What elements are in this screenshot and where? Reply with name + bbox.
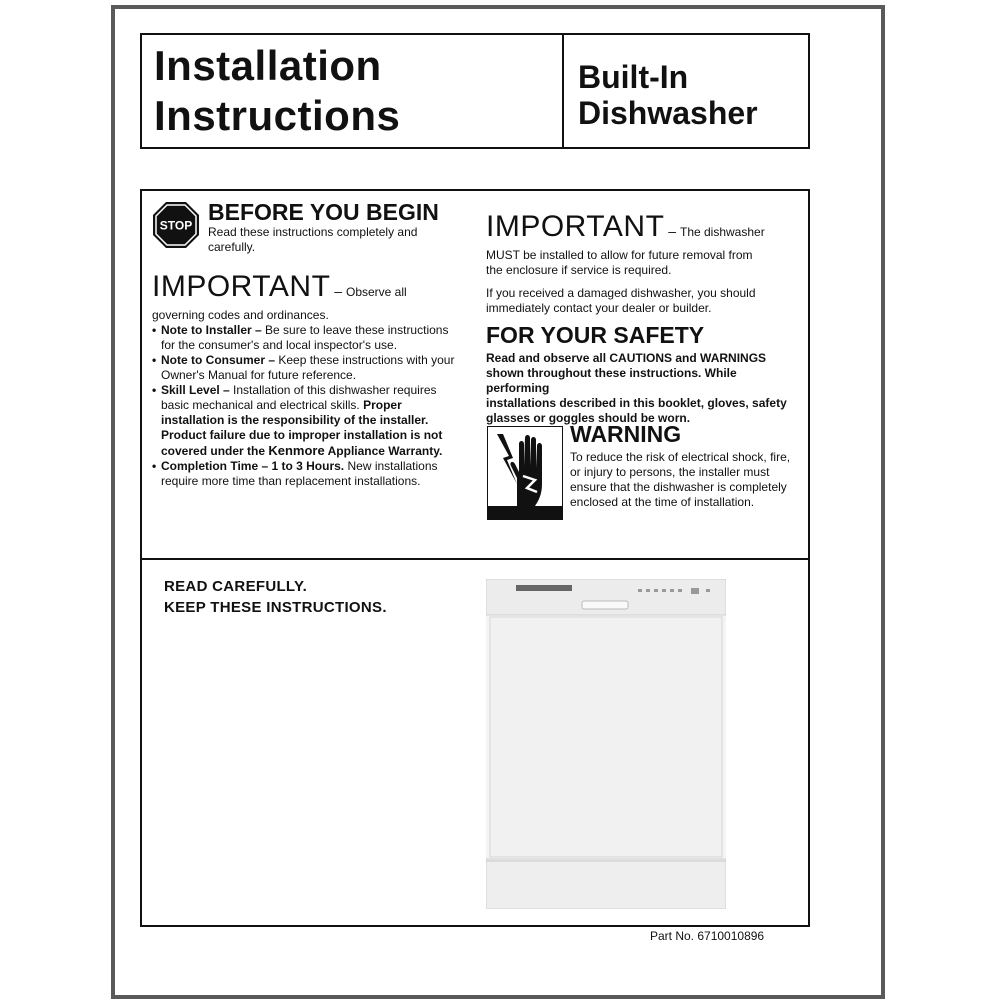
before-you-begin-line2: carefully. xyxy=(208,240,256,254)
read-carefully-line2: KEEP THESE INSTRUCTIONS. xyxy=(164,599,387,616)
before-you-begin-line1: Read these instructions completely and xyxy=(208,225,418,239)
warning-line2: or injury to persons, the installer must xyxy=(570,465,770,479)
warning-line4: enclosed at the time of installation. xyxy=(570,495,755,509)
warning-heading: WARNING xyxy=(570,421,682,447)
important-dash: – xyxy=(330,283,346,299)
product-title-line2: Dishwasher xyxy=(578,95,758,131)
bullet-note-consumer xyxy=(152,353,462,383)
warning-line1: To reduce the risk of electrical shock, fire, xyxy=(570,450,791,464)
important-word: IMPORTANT xyxy=(486,210,665,243)
bullet-text: basic mechanical and electrical skills. xyxy=(161,398,364,412)
product-title xyxy=(578,59,758,131)
bullet-text-bold: Product failure due to improper installation is not xyxy=(161,428,443,442)
header-right-cell xyxy=(564,35,808,147)
before-you-begin-heading: BEFORE YOU BEGIN xyxy=(208,199,439,225)
safety-line1: Read and observe all CAUTIONS and WARNINGS xyxy=(486,351,767,365)
important-tail: Observe all xyxy=(345,285,407,299)
read-carefully-line1: READ CAREFULLY. xyxy=(164,578,308,595)
bullet-text: Keep these instructions with your xyxy=(275,353,455,367)
important-dash: – xyxy=(664,223,680,239)
important-left-line2: governing codes and ordinances. xyxy=(152,308,329,322)
safety-text xyxy=(486,351,801,426)
bullet-text-bold: Appliance Warranty. xyxy=(324,444,443,458)
bullet-completion-time xyxy=(152,459,462,489)
warning-text xyxy=(570,450,804,510)
bullet-text: for the consumer's and local inspector's use. xyxy=(161,338,398,352)
bullet-text: require more time than replacement installations. xyxy=(161,474,421,488)
safety-heading: FOR YOUR SAFETY xyxy=(486,322,705,348)
bullet-text-bold: covered under the xyxy=(161,444,269,458)
stop-sign-icon xyxy=(152,201,200,249)
stop-sign-label: STOP xyxy=(159,218,193,233)
dishwasher-image xyxy=(486,579,726,909)
safety-line3: installations described in this booklet, gloves, safety xyxy=(486,396,787,410)
warning-line3: ensure that the dishwasher is completely xyxy=(570,480,787,494)
safety-line4: glasses or goggles should be worn. xyxy=(486,411,691,425)
bullet-text: Owner's Manual for future reference. xyxy=(161,368,357,382)
document-title-line2: Instructions xyxy=(154,92,401,139)
read-carefully-notice xyxy=(164,576,387,618)
important-left-section xyxy=(152,271,462,489)
important-tail: The dishwasher xyxy=(679,225,765,239)
brand-name: Kenmore xyxy=(268,443,325,458)
bullet-text-bold: Proper xyxy=(363,398,402,412)
important-bullet-list xyxy=(152,323,462,489)
safety-line2: shown throughout these instructions. While performing xyxy=(486,366,737,395)
important-left-heading xyxy=(152,271,462,308)
part-number: Part No. 6710010896 xyxy=(650,929,765,943)
bullet-text: Be sure to leave these instructions xyxy=(261,323,449,337)
bullet-skill-level xyxy=(152,383,462,459)
main-content-box xyxy=(140,189,810,927)
bullet-label: Note to Installer – xyxy=(161,323,262,337)
header-box xyxy=(140,33,810,149)
document-title xyxy=(154,41,400,141)
header-left-cell xyxy=(142,35,564,147)
important-right-line3: the enclosure if service is required. xyxy=(486,263,672,277)
electrical-shock-icon xyxy=(487,426,563,520)
bullet-text: Installation of this dishwasher requires xyxy=(229,383,437,397)
section-divider xyxy=(142,558,808,560)
bullet-text-bold: installation is the responsibility of the installer. xyxy=(161,413,429,427)
bullet-note-installer xyxy=(152,323,462,353)
bullet-text: New installations xyxy=(344,459,438,473)
damaged-paragraph-line2: immediately contact your dealer or builder. xyxy=(486,301,712,315)
before-you-begin-text xyxy=(208,225,448,255)
important-right-heading xyxy=(486,211,801,248)
bullet-label: Completion Time – 1 to 3 Hours. xyxy=(161,459,345,473)
bullet-label: Skill Level – xyxy=(161,383,230,397)
damaged-paragraph-line1: If you received a damaged dishwasher, you should xyxy=(486,286,756,300)
important-word: IMPORTANT xyxy=(152,270,331,303)
important-right-line2: MUST be installed to allow for future removal from xyxy=(486,248,753,262)
document-title-line1: Installation xyxy=(154,42,382,89)
important-right-section xyxy=(486,211,801,316)
bullet-label: Note to Consumer – xyxy=(161,353,276,367)
product-title-line1: Built-In xyxy=(578,59,689,95)
